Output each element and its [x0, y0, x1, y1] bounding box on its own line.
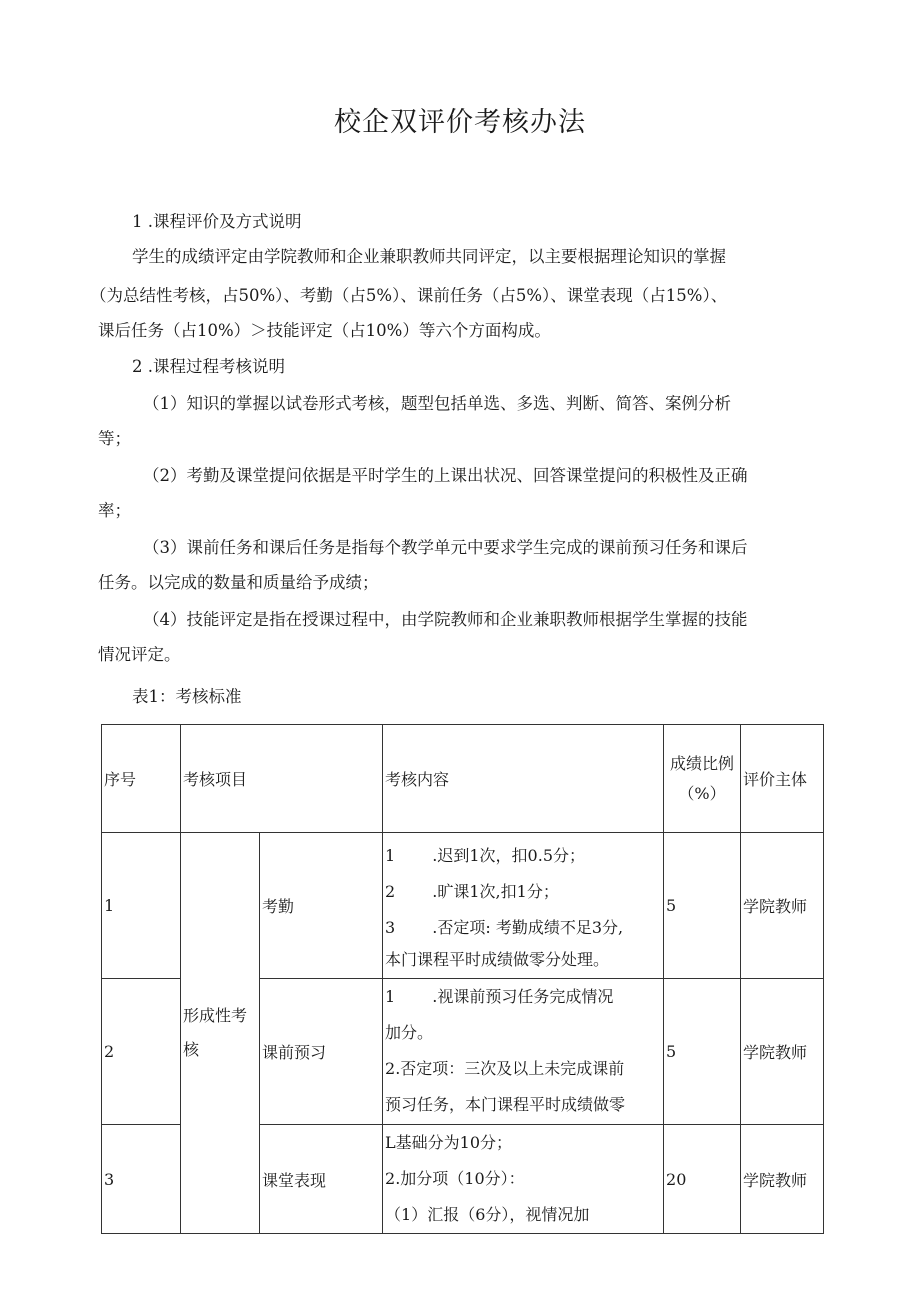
paragraph-line: 情况评定。: [98, 645, 181, 664]
header-ratio-line1: 成绩比例: [670, 753, 735, 773]
header-ratio: [664, 725, 741, 833]
content-line: 加分。: [385, 1023, 434, 1042]
table-header-row: [102, 725, 824, 833]
row-content: [383, 1125, 664, 1234]
row-subject: 学院教师: [741, 833, 824, 979]
row-ratio: 20: [664, 1125, 741, 1234]
content-line: （1）汇报（6分），视情况加: [385, 1205, 590, 1224]
row-item: 考勤: [260, 833, 383, 979]
group-label-cell: [181, 833, 260, 1234]
paragraph-line: （2）考勤及课堂提问依据是平时学生的上课出状况、回答课堂提问的积极性及正确: [143, 466, 748, 485]
table-row: [102, 833, 824, 979]
header-content: 考核内容: [383, 725, 664, 833]
section-heading-1: 1 .课程评价及方式说明: [132, 212, 302, 231]
paragraph-line: 学生的成绩评定由学院教师和企业兼职教师共同评定，以主要根据理论知识的掌握: [132, 247, 726, 266]
row-seq: 1: [102, 833, 181, 979]
header-seq: 序号: [102, 725, 181, 833]
group-label-line2: 核: [183, 1040, 200, 1059]
row-item: 课堂表现: [260, 1125, 383, 1234]
group-label-line1: 形成性考: [183, 1006, 248, 1025]
header-ratio-line2: （%）: [678, 783, 726, 803]
row-seq: 3: [102, 1125, 181, 1234]
row-subject: 学院教师: [741, 1125, 824, 1234]
content-line: 本门课程平时成绩做零分处理。: [385, 949, 610, 969]
header-item: 考核项目: [181, 725, 383, 833]
content-line: 预习任务，本门课程平时成绩做零: [385, 1095, 626, 1114]
paragraph-line: 任务。以完成的数量和质量给予成绩；: [98, 573, 379, 592]
content-line: 1 .视课前预习任务完成情况: [385, 987, 614, 1006]
content-line: 2.加分项（10分）：: [385, 1169, 525, 1188]
document-title: 校企双评价考核办法: [334, 107, 586, 138]
paragraph-line: （为总结性考核，占50%）、考勤（占5%）、课前任务（占5%）、课堂表现（占15%）、: [90, 286, 728, 305]
paragraph-line: （4）技能评定是指在授课过程中，由学院教师和企业兼职教师根据学生掌握的技能: [143, 610, 748, 629]
content-line: 2 .旷课1次,扣1分；: [385, 881, 559, 901]
content-line: 3 .否定项: 考勤成绩不足3分,: [385, 917, 624, 937]
content-line: 2.否定项：三次及以上未完成课前: [385, 1059, 625, 1078]
assessment-table: [101, 724, 824, 1234]
row-item: 课前预习: [260, 979, 383, 1125]
row-content: [383, 979, 664, 1125]
row-ratio: 5: [664, 979, 741, 1125]
section-heading-2: 2 .课程过程考核说明: [132, 357, 285, 376]
header-subject: 评价主体: [741, 725, 824, 833]
content-line: 1 .迟到1次，扣0.5分；: [385, 845, 585, 865]
content-line: L基础分为10分；: [385, 1133, 513, 1152]
paragraph-line: （1）知识的掌握以试卷形式考核，题型包括单选、多选、判断、简答、案例分析: [143, 394, 731, 413]
paragraph-line: 等；: [98, 429, 131, 448]
table-caption: 表1：考核标准: [132, 687, 242, 706]
row-seq: 2: [102, 979, 181, 1125]
row-subject: 学院教师: [741, 979, 824, 1125]
paragraph-line: 课后任务（占10%）＞技能评定（占10%）等六个方面构成。: [98, 321, 551, 340]
row-ratio: 5: [664, 833, 741, 979]
row-content: [383, 833, 664, 979]
paragraph-line: 率；: [98, 501, 131, 520]
paragraph-line: （3）课前任务和课后任务是指每个教学单元中要求学生完成的课前预习任务和课后: [143, 538, 748, 557]
